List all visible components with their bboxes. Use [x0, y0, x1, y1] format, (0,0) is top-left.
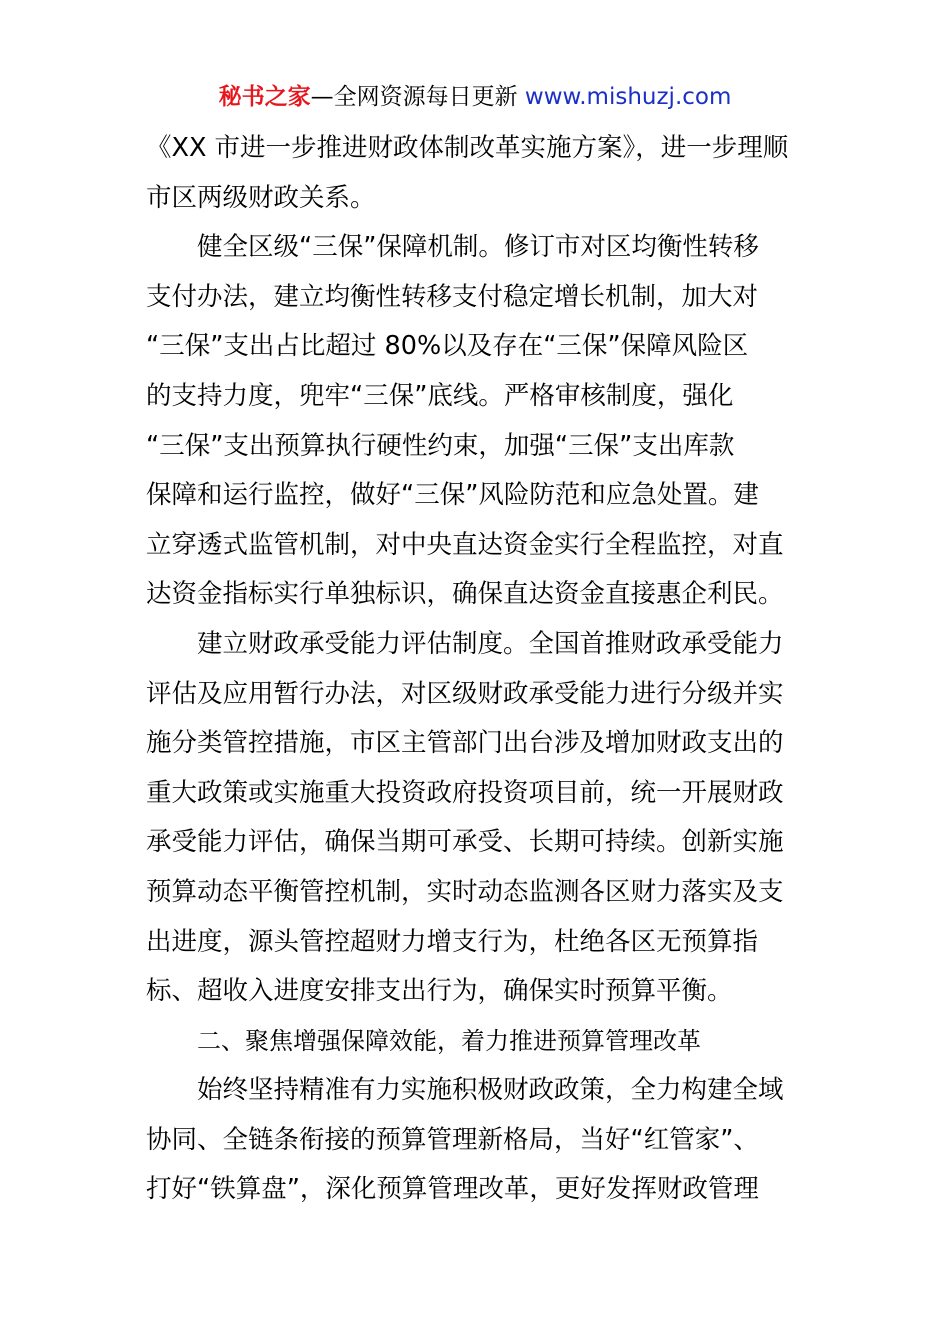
document-body [146, 124, 816, 1215]
text-line: 协同、全链条衔接的预算管理新格局，当好“红管家”、 [146, 1124, 759, 1155]
section-heading: 二、聚焦增强保障效能，着力推进预算管理改革 [197, 1026, 701, 1055]
text-line: 打好“铁算盘”，深化预算管理改革，更好发挥财政管理 [146, 1174, 759, 1205]
text-line: 支付办法，建立均衡性转移支付稳定增长机制，加大对 [146, 281, 759, 312]
text-line: 施分类管控措施，市区主管部门出台涉及增加财政支出的 [146, 728, 784, 759]
text-line: 预算动态平衡管控机制，实时动态监测各区财力落实及支 [146, 876, 784, 907]
paragraph-start: 建立财政承受能力评估制度。全国首推财政承受能力 [197, 628, 784, 659]
text-line: 市区两级财政关系。 [146, 182, 376, 213]
text-line: “三保”支出占比超过 80%以及存在“三保”保障风险区 [146, 331, 749, 362]
text-line: 的支持力度，兜牢“三保”底线。严格审核制度，强化 [146, 380, 734, 411]
text-line: 保障和运行监控，做好“三保”风险防范和应急处置。建 [146, 480, 759, 511]
brand-name: 秘书之家 [218, 84, 311, 110]
text-line: “三保”支出预算执行硬性约束，加强“三保”支出库款 [146, 430, 735, 461]
paragraph-start: 始终坚持精准有力实施积极财政政策，全力构建全域 [197, 1075, 784, 1106]
text-line: 出进度，源头管控超财力增支行为，杜绝各区无预算指 [146, 926, 759, 957]
text-line: 达资金指标实行单独标识，确保直达资金直接惠企利民。 [146, 579, 784, 610]
text-line: 标、超收入进度安排支出行为，确保实时预算平衡。 [146, 976, 733, 1007]
text-line: 《XX 市进一步推进财政体制改革实施方案》，进一步理顺 [146, 133, 789, 163]
paragraph-start: 健全区级“三保”保障机制。修订市对区均衡性转移 [197, 232, 759, 263]
header-tagline: —全网资源每日更新 [310, 84, 525, 110]
text-line: 重大政策或实施重大投资政府投资项目前，统一开展财政 [146, 777, 784, 808]
page-header [0, 80, 950, 114]
site-link[interactable]: www.mishuzj.com [524, 84, 732, 110]
text-line: 立穿透式监管机制，对中央直达资金实行全程监控，对直 [146, 529, 784, 560]
text-line: 承受能力评估，确保当期可承受、长期可持续。创新实施 [146, 827, 784, 858]
text-line: 评估及应用暂行办法，对区级财政承受能力进行分级并实 [146, 678, 784, 709]
